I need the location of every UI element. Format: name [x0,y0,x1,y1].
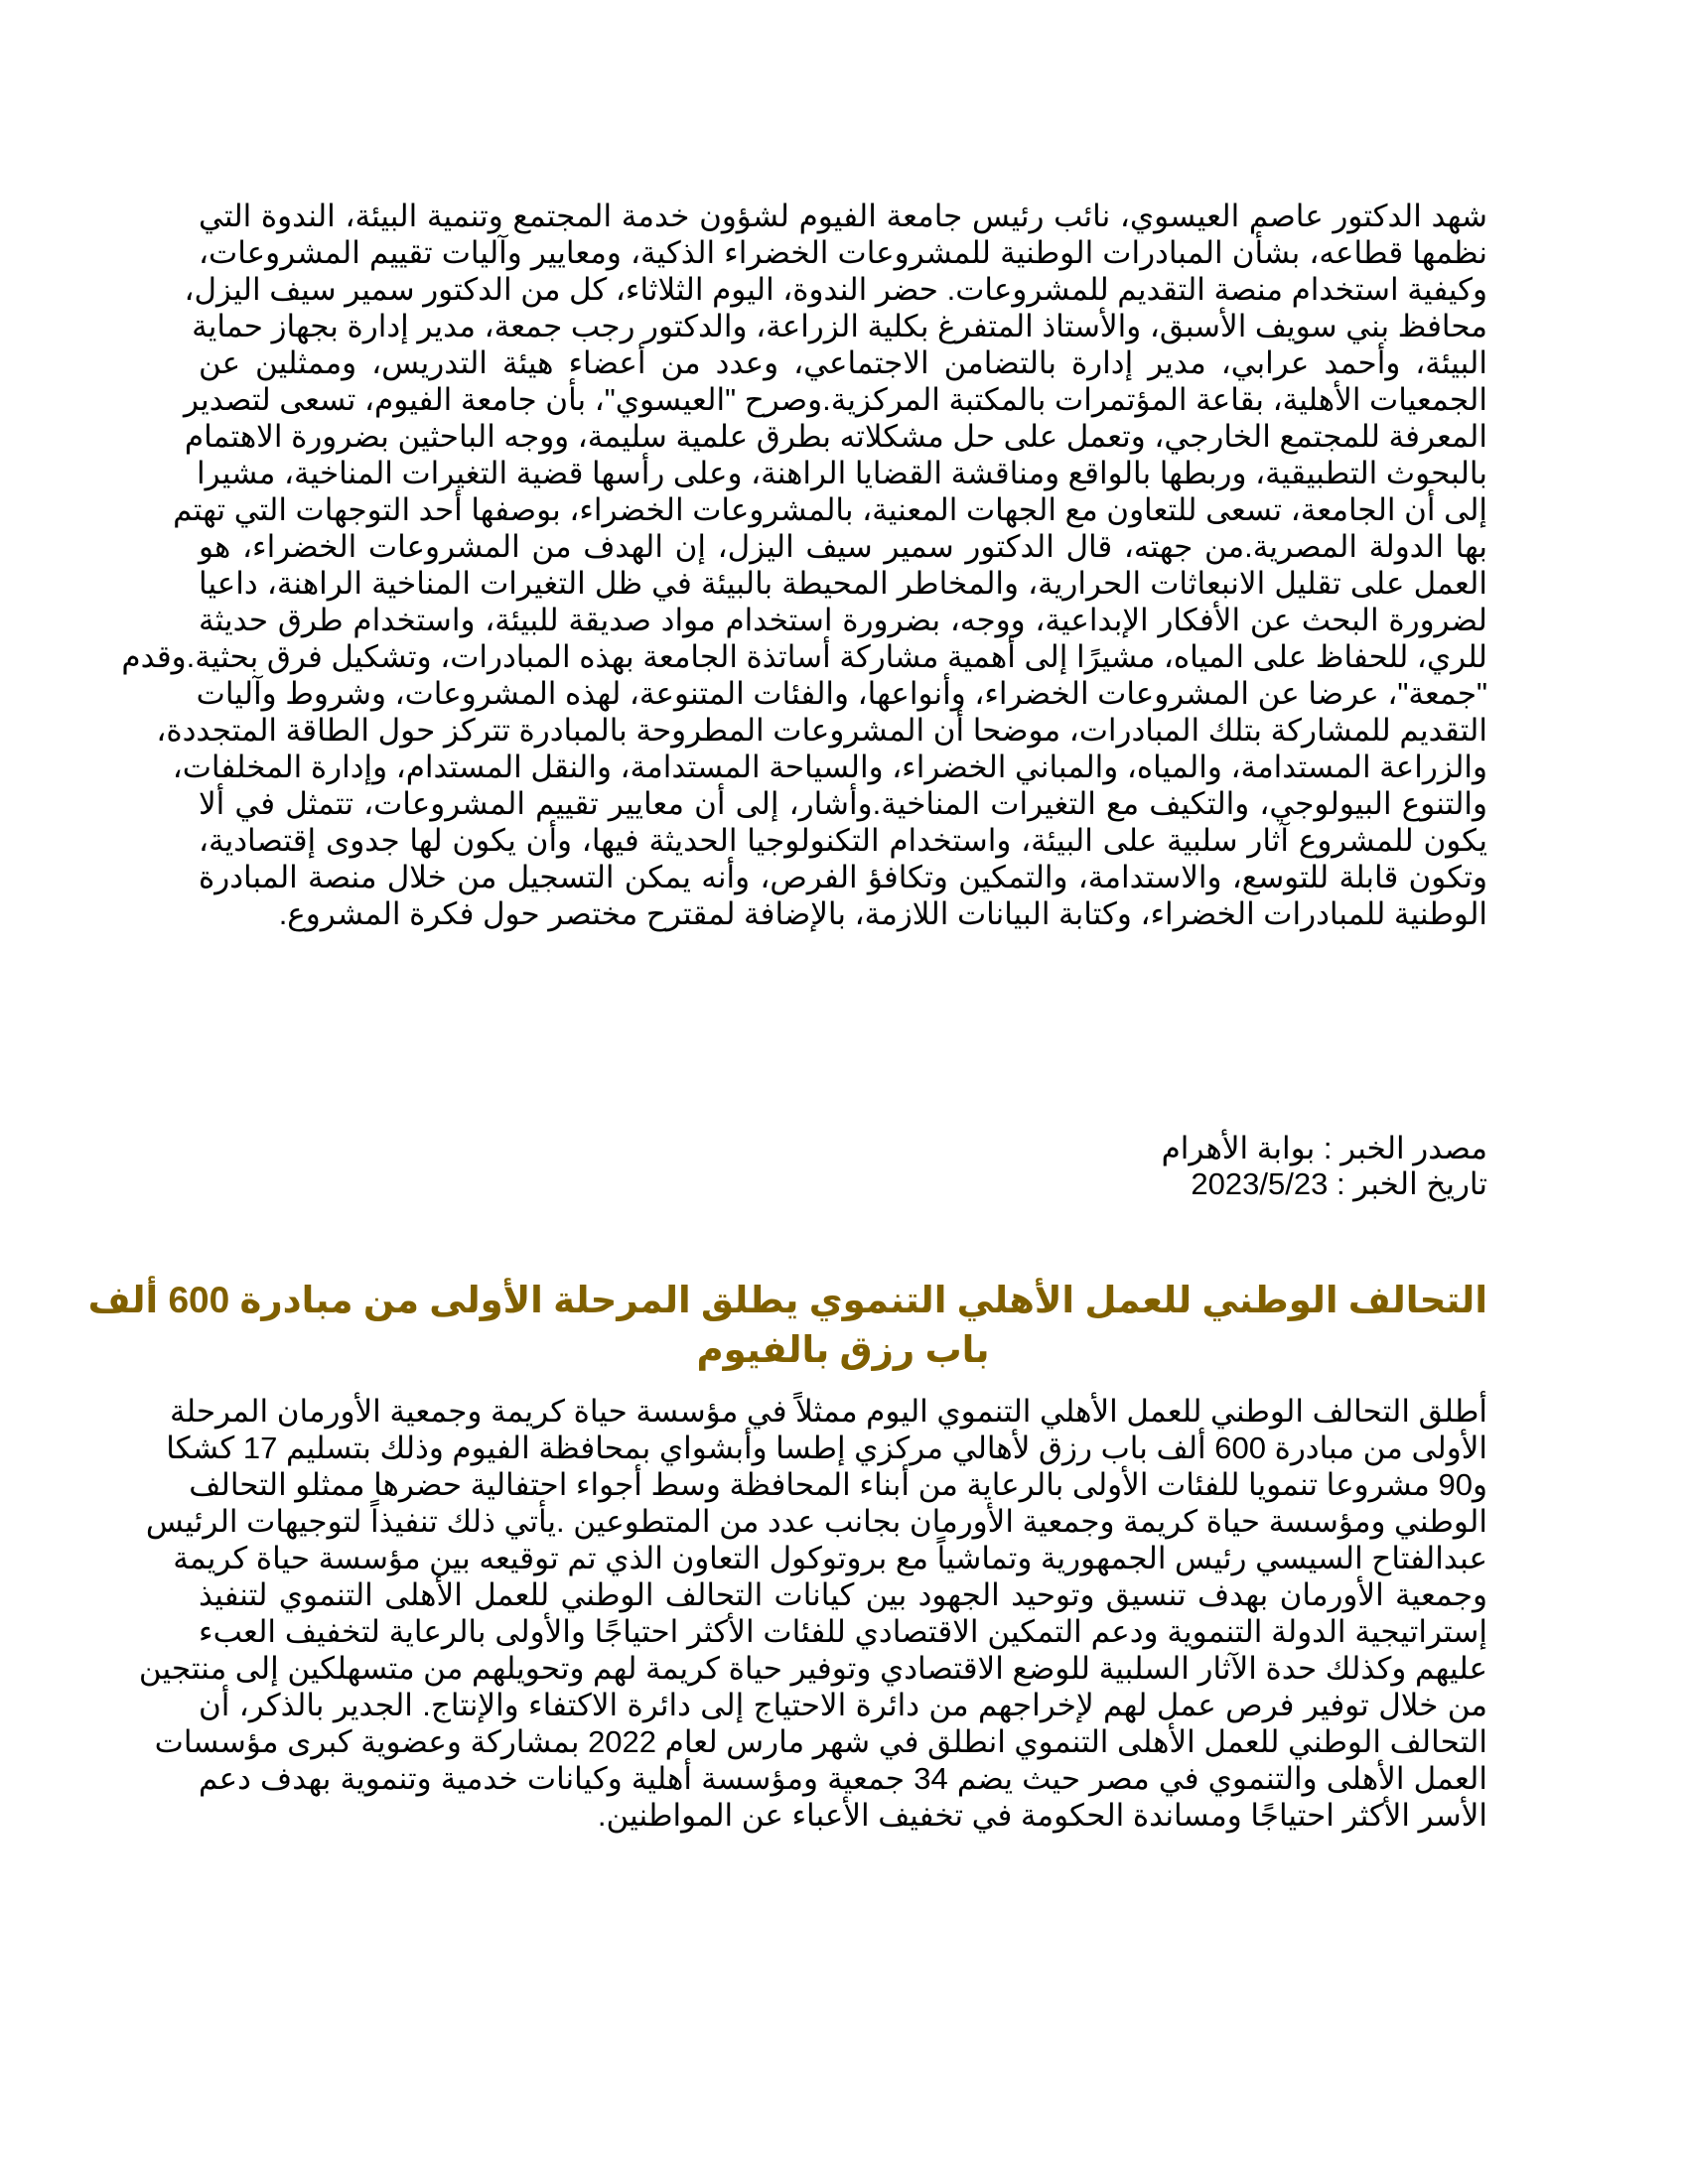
article1-line: للري، للحفاظ على المياه، مشيرًا إلى أهمية مشاركة أساتذة الجامعة بهذه المبادرات، وتشكيل فرق بحثية.وقدم [121,639,1487,674]
article2-line: وجمعية الأورمان بهدف تنسيق وتوحيد الجهود بين كيانات التحالف الوطني للعمل الأهلى التنموي لتنفيذ [199,1577,1487,1612]
article1-line: والزراعة المستدامة، والمياه، والمباني الخضراء، والسياحة المستدامة، والنقل المستدام، وإدارة المخلفات، [172,750,1487,784]
article2-line: و90 مشروعا تنمويا للفئات الأولى بالرعاية من أبناء المحافظة وسط أجواء احتفالية حضرها ممثلو التحالف [189,1467,1487,1502]
article1-line: وكيفية استخدام منصة التقديم للمشروعات. حضر الندوة، اليوم الثلاثاء، كل من الدكتور سمير سيف اليزل، [184,272,1487,307]
article1-line: المعرفة للمجتمع الخارجي، وتعمل على حل مشكلاته بطرق علمية سليمة، ووجه الباحثين بضرورة الاهتمام [184,419,1487,454]
article1-line: وتكون قابلة للتوسع، والاستدامة، والتمكين وتكافؤ الفرص، وأنه يمكن التسجيل من خلال منصة المبادرة [199,860,1487,894]
article1-line: الجمعيات الأهلية، بقاعة المؤتمرات بالمكتبة المركزية.وصرح "العيسوي"، بأن جامعة الفيوم، تسعى لتصدير [184,382,1487,417]
news-date: تاريخ الخبر : 2023/5/23 [1191,1166,1487,1201]
article2-line: عبدالفتاح السيسي رئيس الجمهورية وتماشياً مع بروتوكول التعاون الذي تم توقيعه بين مؤسسة حياة كريمة [173,1541,1487,1575]
article1-line: التقديم للمشاركة بتلك المبادرات، موضحا أن المشروعات المطروحة بالمبادرة تتركز حول الطاقة المتجددة، [156,713,1487,748]
article2-headline [87,1276,1487,1375]
article2-line: التحالف الوطني للعمل الأهلى التنموي انطلق في شهر مارس لعام 2022 بمشاركة وعضوية كبرى مؤسسات [154,1724,1487,1759]
headline-line: باب رزق بالفيوم [696,1329,990,1370]
document-page [87,0,1487,2184]
article1-line: والتنوع البيولوجي، والتكيف مع التغيرات المناخية.وأشار، إلى أن معايير تقييم المشروعات، تتمثل في ألا [199,786,1487,821]
article2-body [138,1393,1487,1834]
article2-line: إستراتيجية الدولة التنموية ودعم التمكين الاقتصادي للفئات الأكثر احتياجًا والأولى بالرعاية لتخفيف العبء [199,1614,1487,1649]
article2-line: الأولى من مبادرة 600 ألف باب رزق لأهالي مركزي إطسا وأبشواي بمحافظة الفيوم وذلك بتسليم 17 كشكا [166,1431,1487,1465]
article2-line: العمل الأهلى والتنموي في مصر حيث يضم 34 جمعية ومؤسسة أهلية وكيانات خدمية وتنموية بهدف دعم [199,1761,1487,1796]
article1-line: نظمها قطاعه، بشأن المبادرات الوطنية للمشروعات الخضراء الذكية، ومعايير وآليات تقييم المشروعات، [199,235,1487,270]
article1-line: "جمعة"، عرضا عن المشروعات الخضراء، وأنواعها، والفئات المتنوعة، لهذه المشروعات، وشروط وآليات [196,676,1487,711]
article1-meta [199,1131,1487,1202]
article1-line: بها الدولة المصرية.من جهته، قال الدكتور سمير سيف اليزل، إن الهدف من المشروعات الخضراء، هو [199,529,1487,564]
article1-body [121,198,1487,932]
article1-line: العمل على تقليل الانبعاثات الحرارية، والمخاطر المحيطة بالبيئة في ظل التغيرات المناخية الراهنة، داعيا [199,566,1487,601]
article1-line: الوطنية للمبادرات الخضراء، وكتابة البيانات اللازمة، بالإضافة لمقترح مختصر حول فكرة المشروع. [278,896,1487,931]
headline-line: التحالف الوطني للعمل الأهلي التنموي يطلق المرحلة الأولى من مبادرة 600 ألف [87,1280,1487,1320]
article2-line: الوطني ومؤسسة حياة كريمة وجمعية الأورمان بجانب عدد من المتطوعين .يأتي ذلك تنفيذاً لتوجيهات الرئيس [145,1504,1487,1539]
article2-line: أطلق التحالف الوطني للعمل الأهلي التنموي اليوم ممثلاً في مؤسسة حياة كريمة وجمعية الأورمان المرحلة [169,1394,1487,1429]
article1-line: يكون للمشروع آثار سلبية على البيئة، واستخدام التكنولوجيا الحديثة فيها، وأن يكون لها جدوى إقتصادية، [199,823,1487,858]
article2-line: من خلال توفير فرص عمل لهم لإخراجهم من دائرة الاحتياج إلى دائرة الاكتفاء والإنتاج. الجدير بالذكر، أن [199,1688,1487,1722]
article1-line: البيئة، وأحمد عرابي، مدير إدارة بالتضامن الاجتماعي، وعدد من أعضاء هيئة التدريس، وممثلين عن [199,345,1487,380]
article1-line: إلى أن الجامعة، تسعى للتعاون مع الجهات المعنية، بالمشروعات الخضراء، بوصفها أحد التوجهات التي تهتم [173,492,1487,527]
article1-line: شهد الدكتور عاصم العيسوي، نائب رئيس جامعة الفيوم لشؤون خدمة المجتمع وتنمية البيئة، الندوة التي [199,199,1487,233]
article1-line: محافظ بني سويف الأسبق، والأستاذ المتفرغ بكلية الزراعة، والدكتور رجب جمعة، مدير إدارة بجهاز حماية [192,309,1487,343]
article1-line: بالبحوث التطبيقية، وربطها بالواقع ومناقشة القضايا الراهنة، وعلى رأسها قضية التغيرات المناخية، مشيرا [197,456,1487,490]
article1-line: لضرورة البحث عن الأفكار الإبداعية، ووجه، بضرورة استخدام مواد صديقة للبيئة، واستخدام طرق حديثة [199,603,1487,637]
article2-line: الأسر الأكثر احتياجًا ومساندة الحكومة في تخفيف الأعباء عن المواطنين. [597,1798,1487,1833]
news-source: مصدر الخبر : بوابة الأهرام [1161,1131,1487,1165]
article2-line: عليهم وكذلك حدة الآثار السلبية للوضع الاقتصادي وتوفير حياة كريمة لهم وتحويلهم من متسهلكين إلى منتجين [138,1651,1487,1686]
